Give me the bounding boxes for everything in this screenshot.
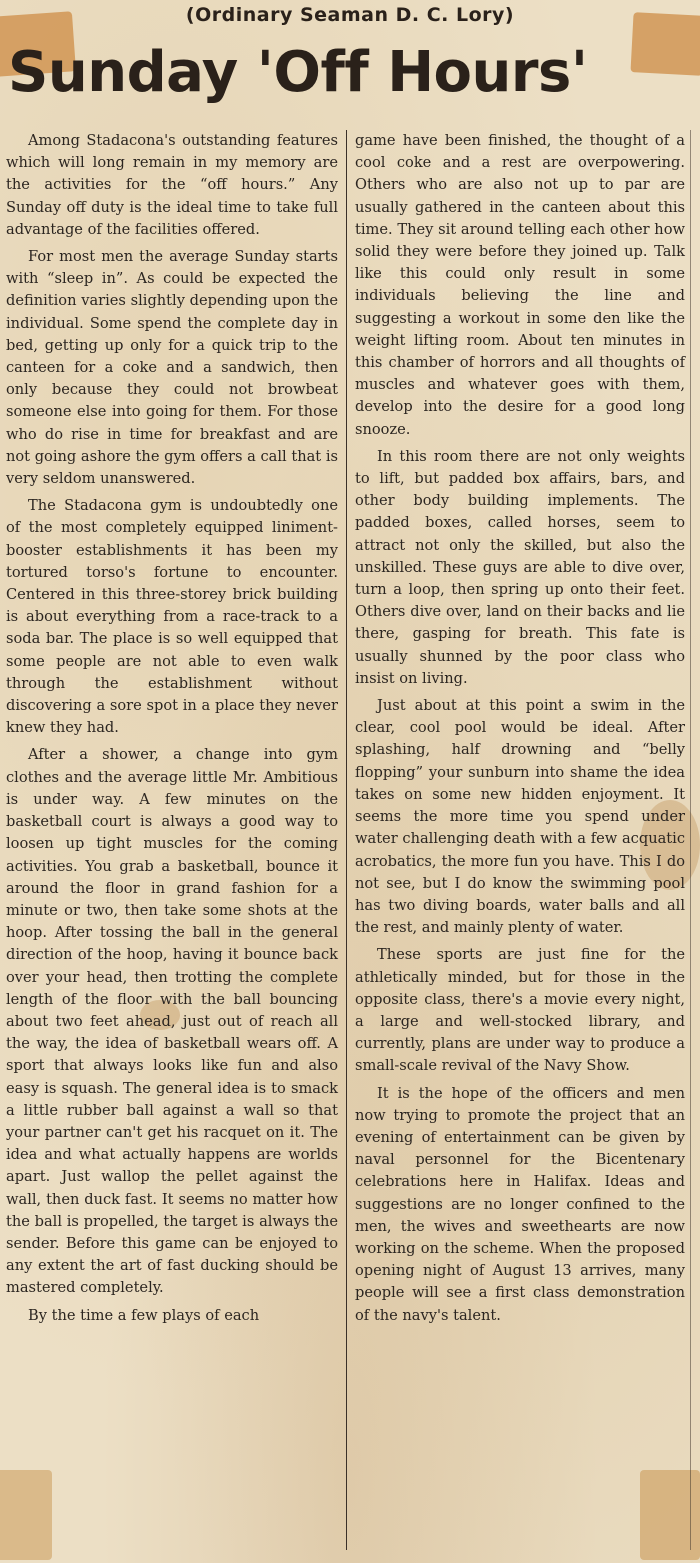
paragraph: Among Stadacona's outstanding features which will long remain in my memory are the activities for the “off hours.” Any Sunday off duty is the ideal time to take full advantage of the facilities offered. <box>6 132 338 238</box>
tape-stain-bottom-left <box>0 1470 52 1560</box>
paragraph: In this room there are not only weights to lift, but padded box affairs, bars, and other body building implements. The padded boxes, called horses, seem to attract not only the skilled, but also the unskilled. These guys are able to dive over, turn a loop, then spring up onto their feet. Others dive over, land on their backs and lie there, gasping for breath. This fate is usually shunned by the poor class who insist on living. <box>355 447 685 687</box>
paragraph: After a shower, a change into gym clothes and the average little Mr. Ambitious is under way. A few minutes on the basketball court is always a good way to loosen up tight muscles for the coming activities. You grab a basketball, bounce it around the floor in grand fashion for a minute or two, then take some shots at the hoop. After tossing the ball in the general direction of the hoop, having it bounce back over your head, then trotting the complete length of the floor with the ball bouncing about two feet ahead, just out of reach all the way, the idea of basketball wears off. A sport that always looks like fun and also easy is squash. The general idea is to smack a little rubber ball against a wall so that your partner can't get his racquet on it. The idea and what actually happens are worlds apart. Just wallop the pellet against the wall, then duck fast. It seems no matter how the ball is propelled, the target is always the sender. Before this game can be enjoyed to any extent the art of fast ducking should be mastered completely. <box>6 746 338 1297</box>
paragraph: For most men the average Sunday starts with “sleep in”. As could be expected the definition varies slightly depending upon the individual. Some spend the complete day in bed, getting up only for a quick trip to the canteen for a coke and a sandwich, then only because they could not browbeat someone else into going for them. For those who do rise in time for breakfast and are not going ashore the gym offers a call that is very seldom unanswered. <box>6 248 338 488</box>
paragraph: These sports are just fine for the athletically minded, but for those in the opposite class, there's a movie every night, a large and well-stocked library, and currently, plans are under way to produce a small-scale revival of the Navy Show. <box>355 946 685 1075</box>
paragraph: It is the hope of the officers and men now trying to promote the project that an evening of entertainment can be given by naval personnel for the Bicentenary celebrations here in Halifax. Ideas and suggestions are no longer confined to the men, the wives and sweethearts are now working on the scheme. When the proposed opening night of August 13 arrives, many people will see a first class demonstration of the navy's talent. <box>355 1084 685 1324</box>
paragraph: Just about at this point a swim in the clear, cool pool would be ideal. After splashing, half drowning and “belly flopping” your sunburn into shame the idea takes on some new hidden enjoyment. It seems the more time you spend under water challenging death with a few acquatic acrobatics, the more fun you have. This I do not see, but I do know the swimming pool has two diving boards, water balls and all the rest, and mainly plenty of water. <box>355 697 685 937</box>
article-column-left <box>6 130 338 1332</box>
column-divider <box>346 130 347 1550</box>
byline: (Ordinary Seaman D. C. Lory) <box>185 4 515 26</box>
right-edge-rule <box>690 130 691 1550</box>
article-column-right <box>355 130 685 1332</box>
headline: Sunday 'Off Hours' <box>8 40 588 105</box>
paragraph: The Stadacona gym is undoubtedly one of the most completely equipped liniment-booster establishments it has been my tortured torso's fortune to encounter. Centered in this three-storey brick building is about everything from a race-track to a soda bar. The place is so well equipped that some people are not able to even walk through the establishment without discovering a sore spot in a place they never knew they had. <box>6 497 338 737</box>
paragraph: By the time a few plays of each <box>28 1306 260 1324</box>
tape-stain-bottom-right <box>640 1470 700 1560</box>
paragraph: game have been finished, the thought of a cool coke and a rest are overpowering. Others who are also not up to par are usually gathered in the canteen about this time. They sit around telling each other how solid they were before they joined up. Talk like this could only result in some individuals believing the line and suggesting a workout in some den like the weight lifting room. About ten minutes in this chamber of horrors and all thoughts of muscles and whatever goes with them, develop into the desire for a good long snooze. <box>355 132 685 438</box>
